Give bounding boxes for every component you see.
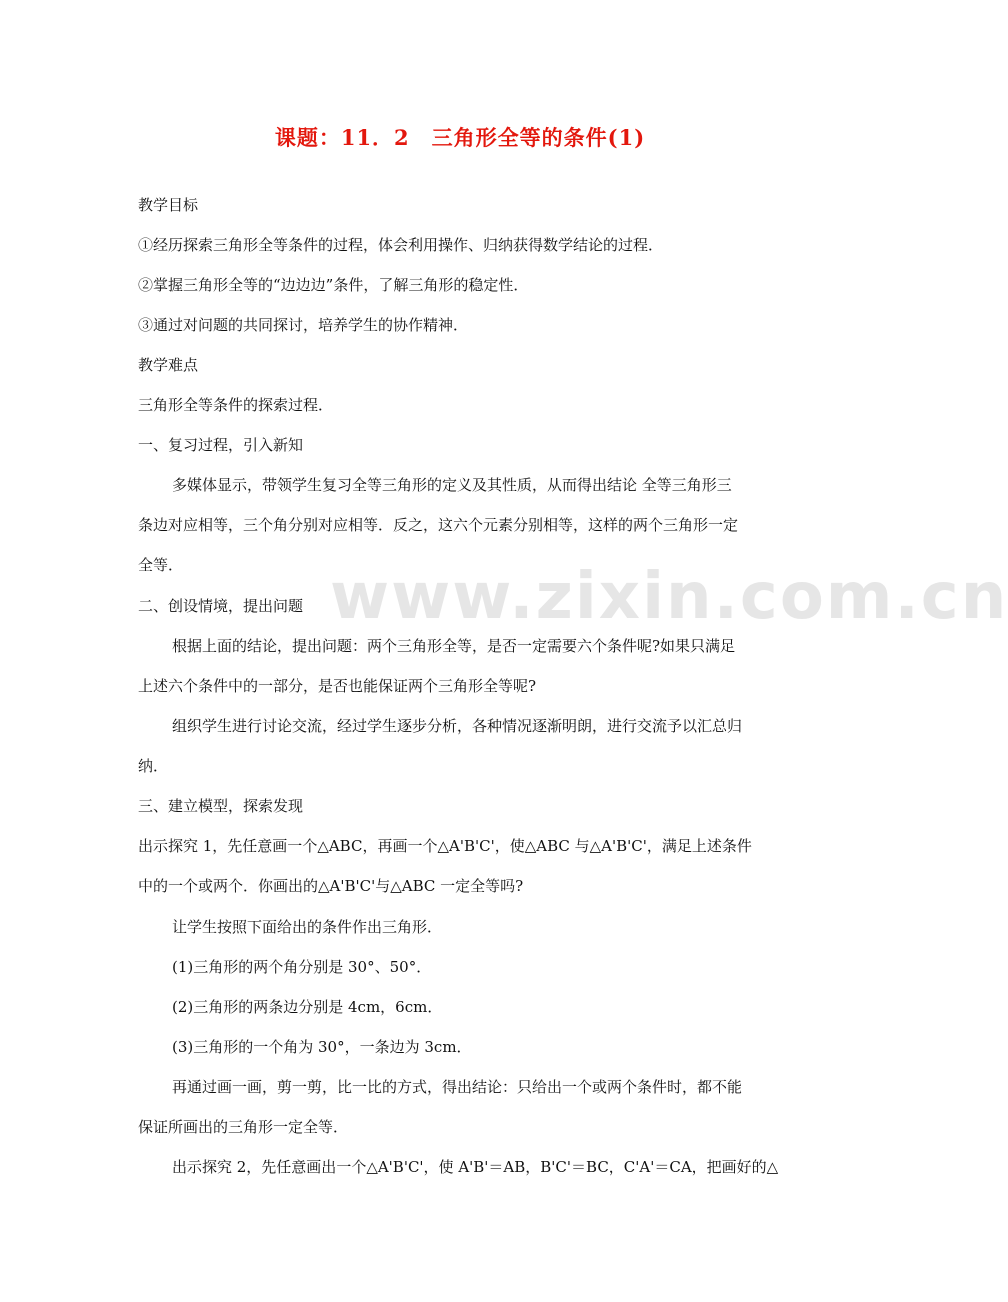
difficulty-text: 三角形全等条件的探索过程． [138,396,334,414]
paragraph-line: 条边对应相等，三个角分别对应相等．反之，这六个元素分别相等，这样的两个三角形一定 [138,516,739,534]
paragraph-line: 上述六个条件中的一部分，是否也能保证两个三角形全等呢? [138,677,537,695]
paragraph-line: 全等． [138,556,184,574]
paragraph-line: 再通过画一画，剪一剪，比一比的方式，得出结论：只给出一个或两个条件时，都不能 [172,1078,743,1096]
condition-item-3: (3)三角形的一个角为 30°，一条边为 3cm． [172,1038,472,1056]
objective-1: ①经历探索三角形全等条件的过程，体会利用操作、归纳获得数学结论的过程． [138,236,664,254]
section-heading-3: 三、建立模型，探索发现 [138,797,304,815]
paragraph-line: 让学生按照下面给出的条件作出三角形． [172,918,443,936]
section-heading-2: 二、创设情境，提出问题 [138,597,304,615]
paragraph-line: 根据上面的结论，提出问题：两个三角形全等，是否一定需要六个条件呢?如果只满足 [172,637,736,655]
paragraph-line: 出示探究 1，先任意画一个△ABC，再画一个△A'B'C'，使△ABC 与△A'B'C'，满足上述条件 [138,837,752,855]
objective-3: ③通过对问题的共同探讨，培养学生的协作精神． [138,316,469,334]
paragraph-line: 中的一个或两个．你画出的△A'B'C'与△ABC 一定全等吗? [138,877,524,895]
condition-item-2: (2)三角形的两条边分别是 4cm，6cm． [172,998,443,1016]
paragraph-line: 组织学生进行讨论交流，经过学生逐步分析，各种情况逐渐明朗，进行交流予以汇总归 [172,717,743,735]
paragraph-line: 保证所画出的三角形一定全等． [138,1118,349,1136]
watermark: www.zixin.com.cn [330,560,1008,634]
section-heading-objectives: 教学目标 [138,196,199,214]
paragraph-line: 多媒体显示，带领学生复习全等三角形的定义及其性质，从而得出结论 全等三角形三 [172,476,732,494]
lesson-title: 课题：11．2 三角形全等的条件(1) [274,125,646,150]
section-heading-1: 一、复习过程，引入新知 [138,436,304,454]
paragraph-line: 纳． [138,757,169,775]
section-heading-difficulty: 教学难点 [138,356,199,374]
paragraph-line: 出示探究 2，先任意画出一个△A'B'C'，使 A'B'＝AB，B'C'＝BC，C'A'＝CA，把画好的△ [172,1158,779,1176]
condition-item-1: (1)三角形的两个角分别是 30°、50°． [172,958,432,976]
objective-2: ②掌握三角形全等的“边边边”条件，了解三角形的稳定性． [138,276,529,294]
